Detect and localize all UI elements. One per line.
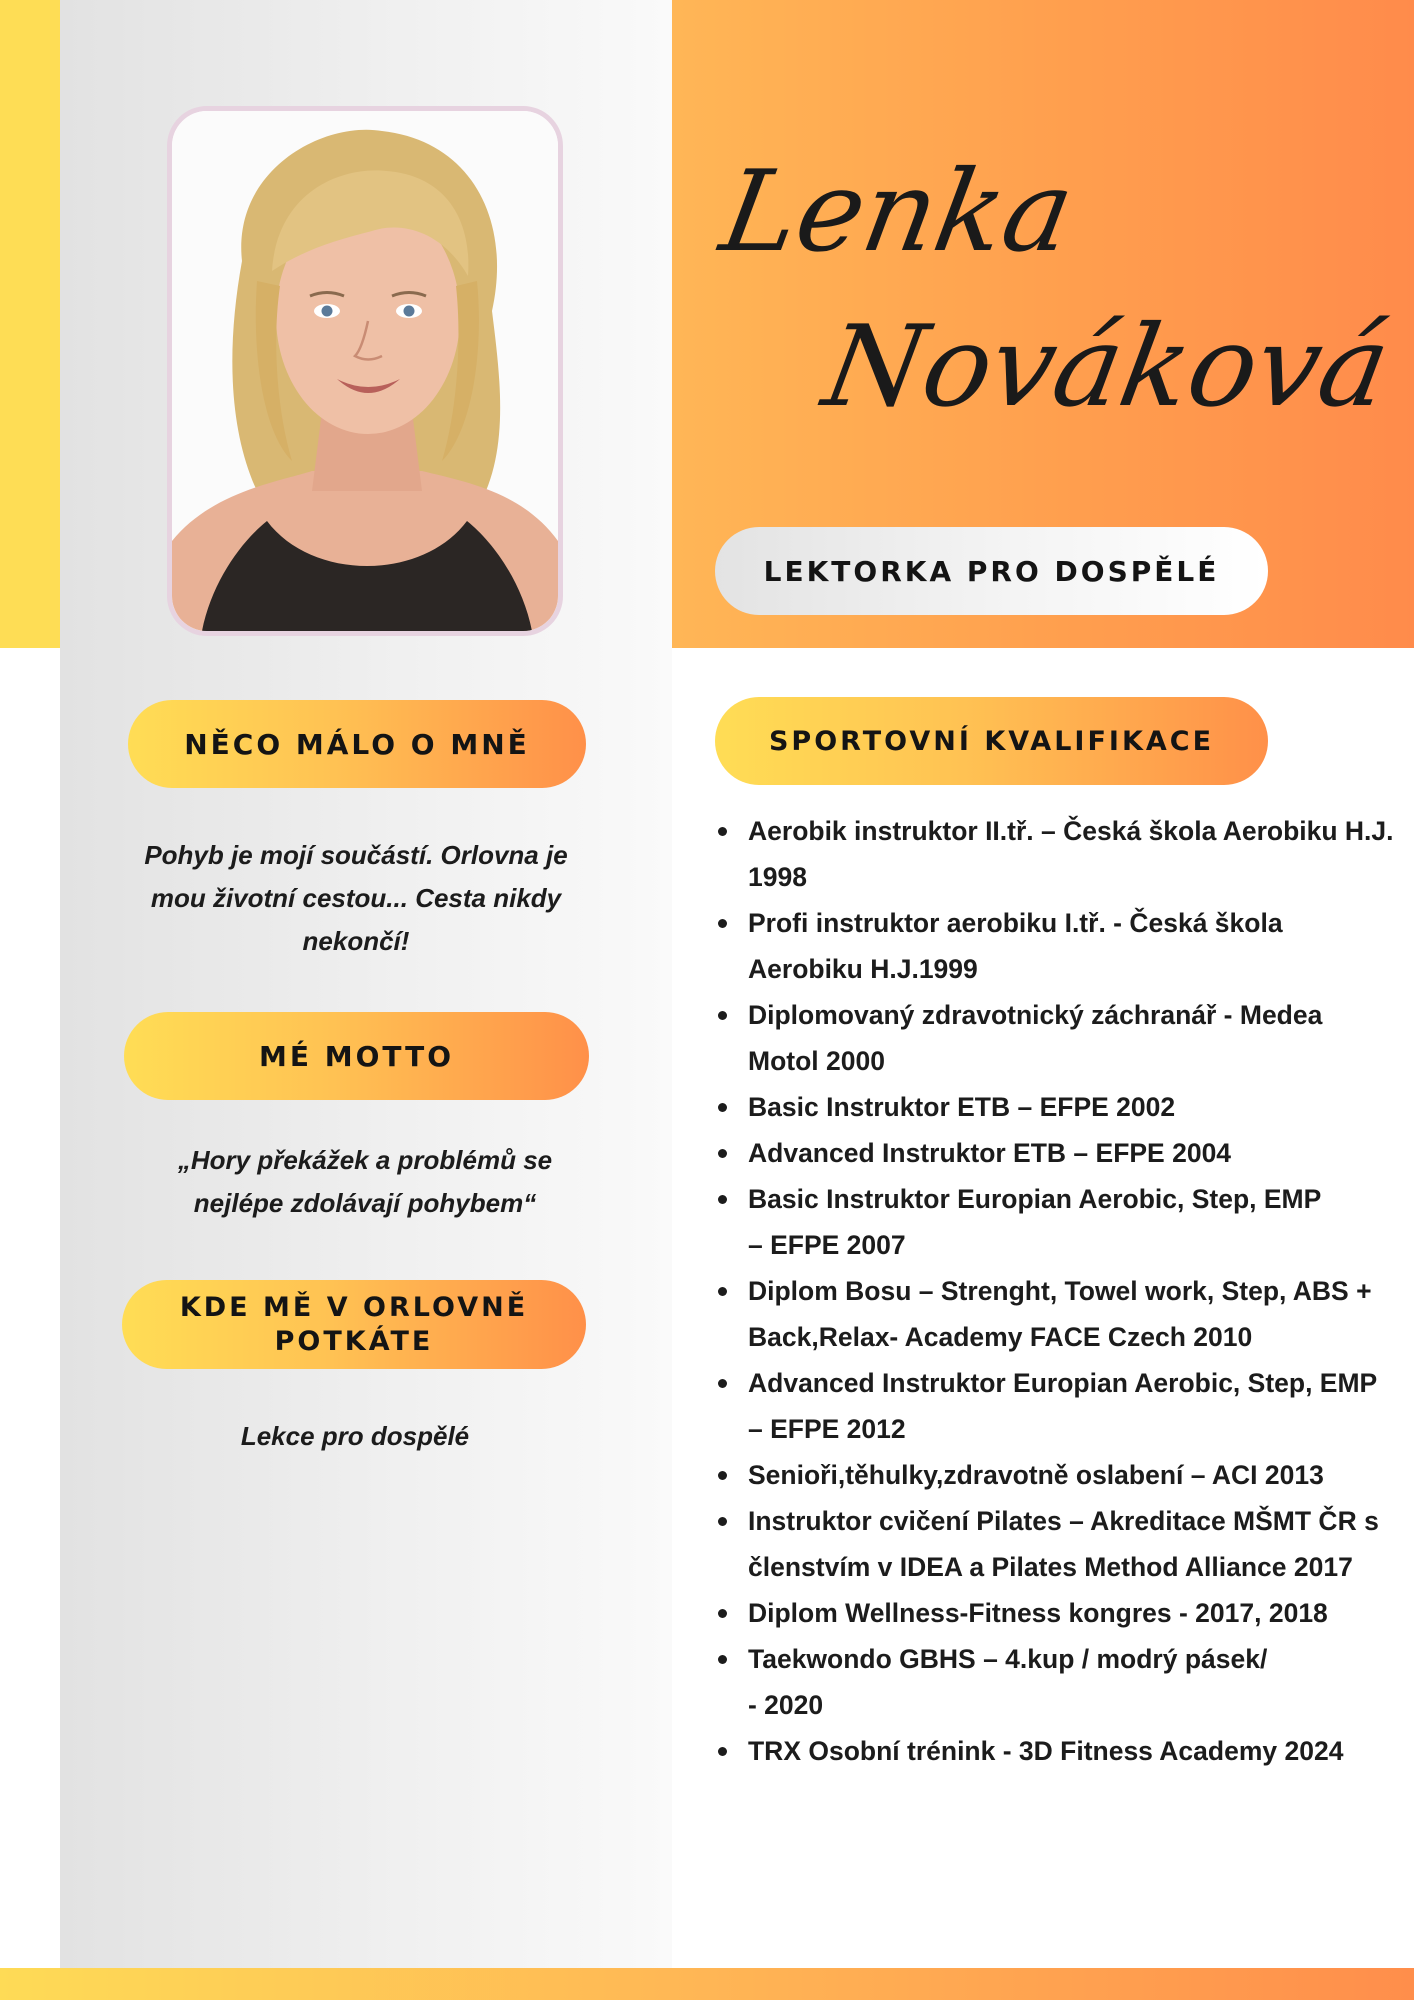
name-first: Lenka bbox=[712, 145, 1083, 277]
where-text: Lekce pro dospělé bbox=[240, 1421, 470, 1451]
about-text: Pohyb je mojí součástí. Orlovna je mou životní cestou... Cesta nikdy nekončí! bbox=[144, 840, 568, 956]
qualification-item: Basic Instruktor ETB – EFPE 2002 bbox=[718, 1084, 1398, 1130]
job-title-text: LEKTORKA PRO DOSPĚLÉ bbox=[763, 554, 1220, 588]
qualification-item: Diplomovaný zdravotnický záchranář - Medea Motol 2000 bbox=[718, 992, 1398, 1084]
name-last: Nováková bbox=[815, 300, 1399, 432]
qualification-item: Basic Instruktor Europian Aerobic, Step, EMP – EFPE 2007 bbox=[718, 1176, 1398, 1268]
profile-photo bbox=[167, 106, 563, 636]
qualification-item: Instruktor cvičení Pilates – Akreditace MŠMT ČR s členstvím v IDEA a Pilates Method Alliance 2017 bbox=[718, 1498, 1398, 1590]
bottom-accent-strip bbox=[0, 1968, 1414, 2000]
portrait-illustration bbox=[172, 111, 558, 631]
about-heading-text: NĚCO MÁLO O MNĚ bbox=[184, 727, 530, 761]
job-title-badge bbox=[715, 527, 1268, 615]
about-heading bbox=[128, 700, 586, 788]
qualification-item: Profi instruktor aerobiku I.tř. - Česká škola Aerobiku H.J.1999 bbox=[718, 900, 1398, 992]
name-signature bbox=[712, 120, 1399, 450]
where-heading bbox=[122, 1280, 586, 1369]
where-heading-text: KDE MĚ V ORLOVNĚ POTKÁTE bbox=[179, 1291, 529, 1357]
qualification-item: Senioři,těhulky,zdravotně oslabení – ACI 2013 bbox=[718, 1452, 1398, 1498]
qualification-item: Advanced Instruktor ETB – EFPE 2004 bbox=[718, 1130, 1398, 1176]
qualifications-heading bbox=[715, 697, 1268, 785]
motto-heading bbox=[124, 1012, 589, 1100]
yellow-accent-strip bbox=[0, 0, 60, 648]
qualification-item: Diplom Bosu – Strenght, Towel work, Step, ABS + Back,Relax- Academy FACE Czech 2010 bbox=[718, 1268, 1398, 1360]
motto-heading-text: MÉ MOTTO bbox=[258, 1039, 455, 1073]
qualification-item: Taekwondo GBHS – 4.kup / modrý pásek/ - 2020 bbox=[718, 1636, 1398, 1728]
qualification-item: Advanced Instruktor Europian Aerobic, Step, EMP – EFPE 2012 bbox=[718, 1360, 1398, 1452]
qualifications-heading-text: SPORTOVNÍ KVALIFIKACE bbox=[768, 725, 1215, 757]
qualification-item: Diplom Wellness-Fitness kongres - 2017, 2018 bbox=[718, 1590, 1398, 1636]
motto-text: „Hory překážek a problémů se nejlépe zdolávají pohybem“ bbox=[177, 1145, 553, 1218]
qualifications-list bbox=[718, 808, 1398, 1774]
qualification-item: TRX Osobní trénink - 3D Fitness Academy 2024 bbox=[718, 1728, 1398, 1774]
qualification-item: Aerobik instruktor II.tř. – Česká škola Aerobiku H.J. 1998 bbox=[718, 808, 1398, 900]
